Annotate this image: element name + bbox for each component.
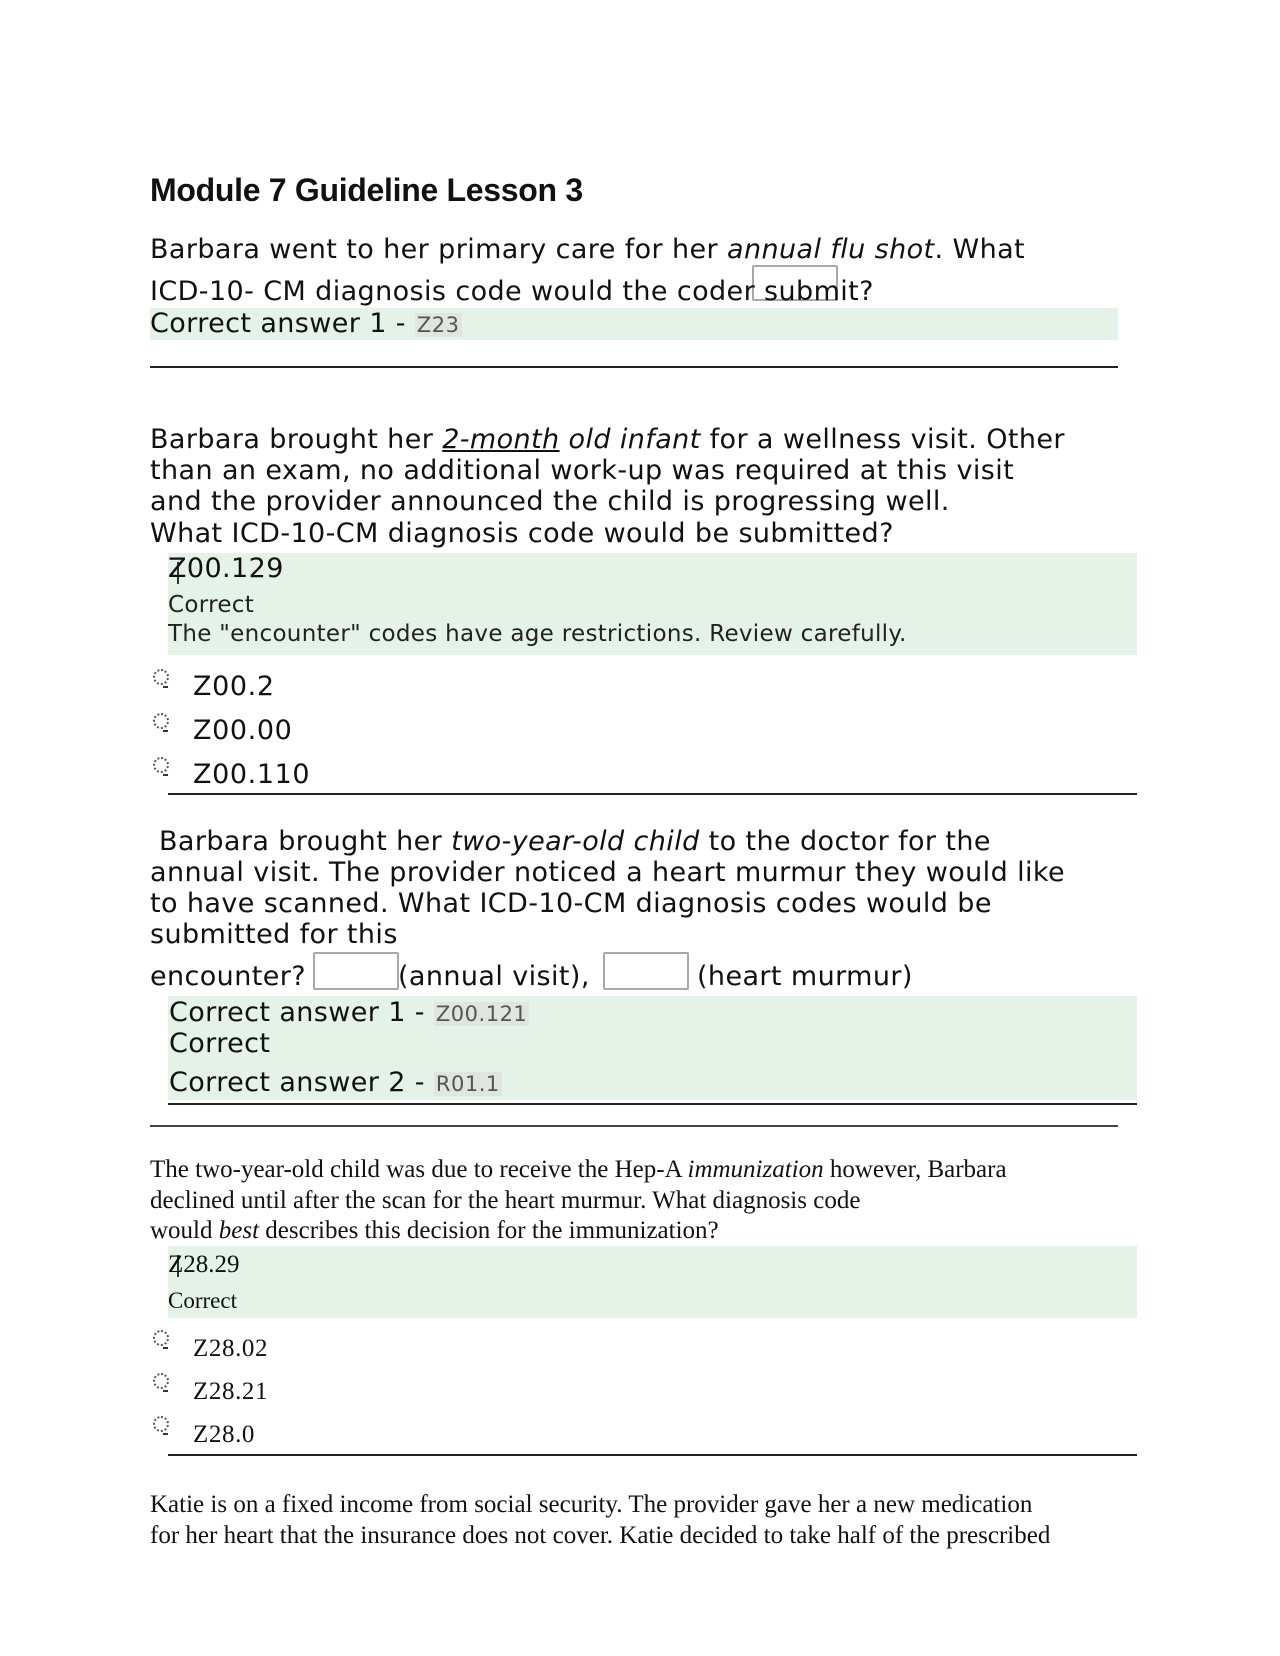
page-title: Module 7 Guideline Lesson 3	[150, 172, 583, 208]
question-1-line-1	[150, 234, 1025, 265]
divider	[150, 366, 1118, 368]
question-5-line-2: for her heart that the insurance does not cover. Katie decided to take half of the prescribed	[150, 1522, 1051, 1549]
question-4-emphasis: best	[218, 1217, 260, 1244]
question-2-line-4: What ICD-10-CM diagnosis code would be submitted?	[150, 518, 894, 549]
question-1-line-2: ICD-10- CM diagnosis code would the coder submit?	[150, 276, 874, 307]
question-2-option[interactable]: Z00.2	[193, 671, 275, 702]
radio-button-icon[interactable]	[153, 1330, 169, 1346]
question-1-emphasis: annual flu shot	[727, 234, 935, 265]
question-4-feedback-panel	[168, 1246, 1137, 1318]
question-3-correct-answer-1	[169, 997, 529, 1030]
correct-answer-code: Z00.121	[435, 1002, 528, 1026]
question-3-correct-answer-2	[169, 1067, 502, 1100]
question-3-line-3: to have scanned. What ICD-10-CM diagnosis codes would be	[150, 888, 992, 919]
question-3-text-end: to the doctor for the	[699, 826, 991, 857]
radio-button-icon[interactable]	[153, 1373, 169, 1389]
question-3-answer-status: Correct	[169, 1028, 271, 1059]
radio-button-icon[interactable]	[153, 1416, 169, 1432]
question-4-option[interactable]: Z28.21	[193, 1378, 269, 1405]
question-2-emphasis: old infant	[559, 424, 701, 455]
divider	[150, 1125, 1118, 1127]
divider	[168, 1103, 1137, 1105]
question-3-line-4: submitted for this	[150, 919, 398, 950]
heart-murmur-answer-blank[interactable]	[603, 952, 689, 990]
question-2-text: Barbara brought her	[150, 424, 443, 455]
correct-answer-code: Z23	[416, 313, 460, 337]
question-5-line-1: Katie is on a fixed income from social security. The provider gave her a new medication	[150, 1491, 1033, 1518]
question-4-feedback-status: Correct	[168, 1288, 237, 1313]
question-2-line-1	[150, 424, 1065, 455]
question-3-emphasis: two-year-old child	[451, 826, 700, 857]
question-2-line-3: and the provider announced the child is progressing well.	[150, 486, 950, 517]
question-4-text-end: however, Barbara	[823, 1156, 1007, 1183]
question-1-text: Barbara went to her primary care for her	[150, 234, 728, 265]
question-4-line-3	[150, 1215, 719, 1246]
correct-answer-label: Correct answer 1 -	[150, 308, 415, 339]
question-4-selected-answer: Z28.29	[168, 1251, 240, 1278]
question-2-feedback-status: Correct	[168, 592, 255, 618]
question-1-correct-answer	[150, 308, 462, 341]
radio-button-icon[interactable]	[153, 713, 169, 729]
question-2-text-end: for a wellness visit. Other	[700, 424, 1065, 455]
correct-answer-label: Correct answer 2 -	[169, 1067, 434, 1098]
correct-answer-code: R01.1	[435, 1072, 500, 1096]
question-4-text: The two-year-old child was due to receive the Hep-A	[150, 1156, 688, 1183]
question-2-selected-answer: Z00.129	[168, 553, 284, 584]
question-3-line-5b: (annual visit),	[398, 961, 590, 992]
question-4-option[interactable]: Z28.0	[193, 1421, 256, 1448]
question-3-line-5a: encounter?	[150, 961, 306, 992]
question-3-text: Barbara brought her	[150, 826, 452, 857]
question-2-feedback-text: The "encounter" codes have age restrictions. Review carefully.	[168, 621, 907, 647]
radio-button-icon[interactable]	[153, 757, 169, 773]
annual-visit-answer-blank[interactable]	[313, 952, 399, 990]
divider	[168, 1454, 1137, 1456]
correct-answer-label: Correct answer 1 -	[169, 997, 434, 1028]
question-4-text: would	[150, 1217, 219, 1244]
question-2-underlined-emphasis: 2-month	[442, 424, 560, 455]
question-2-option[interactable]: Z00.00	[193, 715, 293, 746]
question-3-line-2: annual visit. The provider noticed a heart murmur they would like	[150, 857, 1065, 888]
question-3-line-1	[150, 826, 991, 857]
question-4-option[interactable]: Z28.02	[193, 1335, 269, 1362]
question-2-option[interactable]: Z00.110	[193, 759, 311, 790]
question-4-line-1	[150, 1154, 1007, 1185]
question-2-line-2: than an exam, no additional work-up was required at this visit	[150, 455, 1015, 486]
question-1-text-end: . What	[934, 234, 1026, 265]
question-4-line-2: declined until after the scan for the heart murmur. What diagnosis code	[150, 1187, 861, 1214]
question-4-text-end: describes this decision for the immunization?	[259, 1217, 719, 1244]
question-3-line-5c: (heart murmur)	[697, 961, 913, 992]
question-4-emphasis: immunization	[687, 1156, 824, 1183]
divider	[168, 793, 1137, 795]
radio-button-icon[interactable]	[153, 669, 169, 685]
